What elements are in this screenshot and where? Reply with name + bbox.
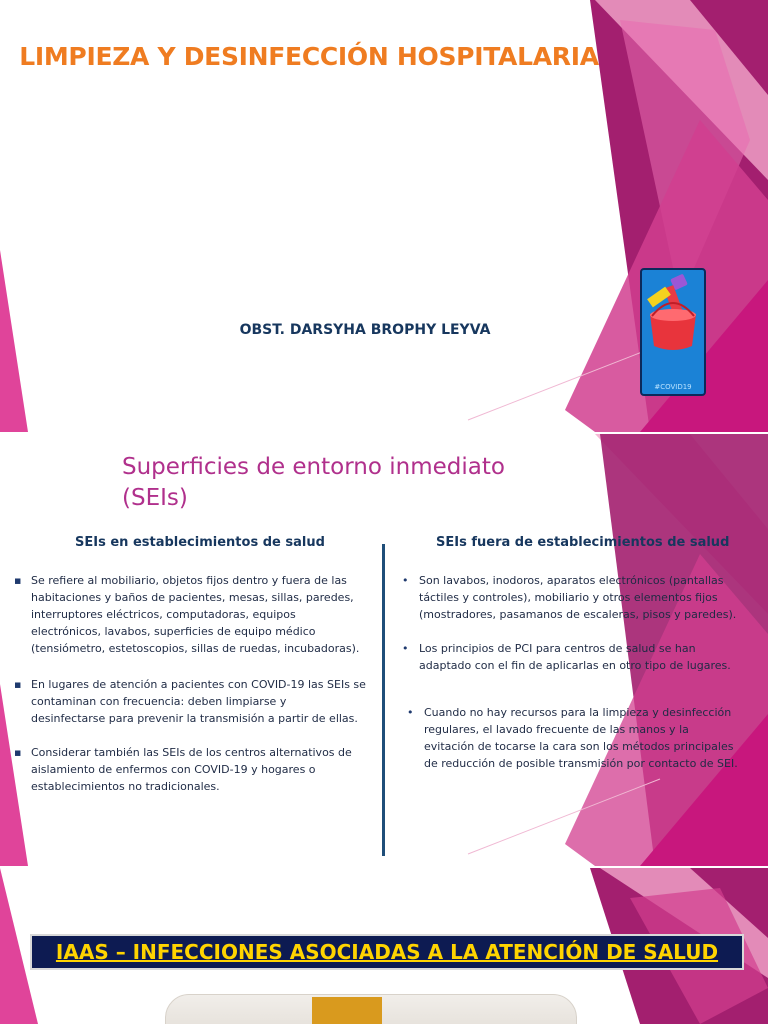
slide-heading (122, 452, 552, 514)
bullet-line: (tensiómetro, estetoscopios, sillas de ruedas, incubadoras). (31, 642, 360, 655)
right-bullet-3 (407, 704, 759, 772)
bullet-line: desinfectarse para prevenir la transmisión a partir de ellas. (31, 712, 358, 725)
bullet-line: adaptado con el fin de aplicarlas en otro tipo de lugares. (419, 659, 731, 672)
bullet-marker: ▪ (14, 574, 22, 587)
left-bullet-3 (14, 744, 381, 795)
slide-iaas (0, 868, 768, 1024)
bullet-line: establecimientos no tradicionales. (31, 780, 220, 793)
slide-seis (0, 434, 768, 866)
cleaning-bucket-icon (642, 270, 704, 380)
covid-cleaning-image (640, 268, 706, 396)
iaas-banner (30, 934, 744, 970)
bullet-line: Los principios de PCI para centros de salud se han (419, 642, 696, 655)
right-bullet-2 (402, 640, 759, 674)
bullet-marker: ▪ (14, 678, 22, 691)
bullet-line: electrónicos, lavabos, superficies de equipo médico (31, 625, 316, 638)
bullet-line: Son lavabos, inodoros, aparatos electrónicos (pantallas (419, 574, 724, 587)
right-column-heading: SEIs fuera de establecimientos de salud (436, 535, 730, 550)
bullet-marker: • (407, 706, 414, 719)
presentation-title: LIMPIEZA Y DESINFECCIÓN HOSPITALARIA (19, 42, 599, 71)
bullet-line: táctiles y controles), mobiliario y otros elementos fijos (419, 591, 718, 604)
image-caption: #COVID19 (654, 383, 692, 391)
photo-accent (312, 997, 382, 1024)
left-bullet-2 (14, 676, 381, 727)
bullet-line: aislamiento de enfermos con COVID-19 y hogares o (31, 763, 316, 776)
author-name: OBST. DARSYHA BROPHY LEYVA (239, 322, 491, 338)
bullet-line: interruptores eléctricos, computadoras, equipos (31, 608, 296, 621)
bullet-marker: • (402, 642, 409, 655)
bullet-marker: ▪ (14, 746, 22, 759)
left-bullet-1 (14, 572, 381, 657)
bullet-line: habitaciones y baños de pacientes, mesas, sillas, paredes, (31, 591, 354, 604)
bullet-line: Se refiere al mobiliario, objetos fijos dentro y fuera de las (31, 574, 347, 587)
bullet-line: evitación de tocarse la cara son los métodos principales (424, 740, 734, 753)
bullet-line: (mostradores, pasamanos de escaleras, pisos y paredes). (419, 608, 737, 621)
right-bullet-1 (402, 572, 759, 623)
bullet-line: contaminan con frecuencia: deben limpiarse y (31, 695, 287, 708)
bullet-line: En lugares de atención a pacientes con COVID-19 las SEIs se (31, 678, 366, 691)
bullet-line: de reducción de posible transmisión por contacto de SEI. (424, 757, 738, 770)
bullet-line: Considerar también las SEIs de los centros alternativos de (31, 746, 352, 759)
bullet-line: regulares, el lavado frecuente de las manos y la (424, 723, 689, 736)
column-divider (382, 544, 385, 856)
slide-title (0, 0, 768, 432)
bullet-marker: • (402, 574, 409, 587)
slide-heading-line2: (SEIs) (122, 485, 188, 511)
iaas-banner-text: IAAS – INFECCIONES ASOCIADAS A LA ATENCIÓN DE SALUD (55, 940, 719, 964)
left-column-heading: SEIs en establecimientos de salud (75, 535, 325, 550)
slide-heading-line1: Superficies de entorno inmediato (122, 454, 505, 480)
bullet-line: Cuando no hay recursos para la limpieza y desinfección (424, 706, 732, 719)
